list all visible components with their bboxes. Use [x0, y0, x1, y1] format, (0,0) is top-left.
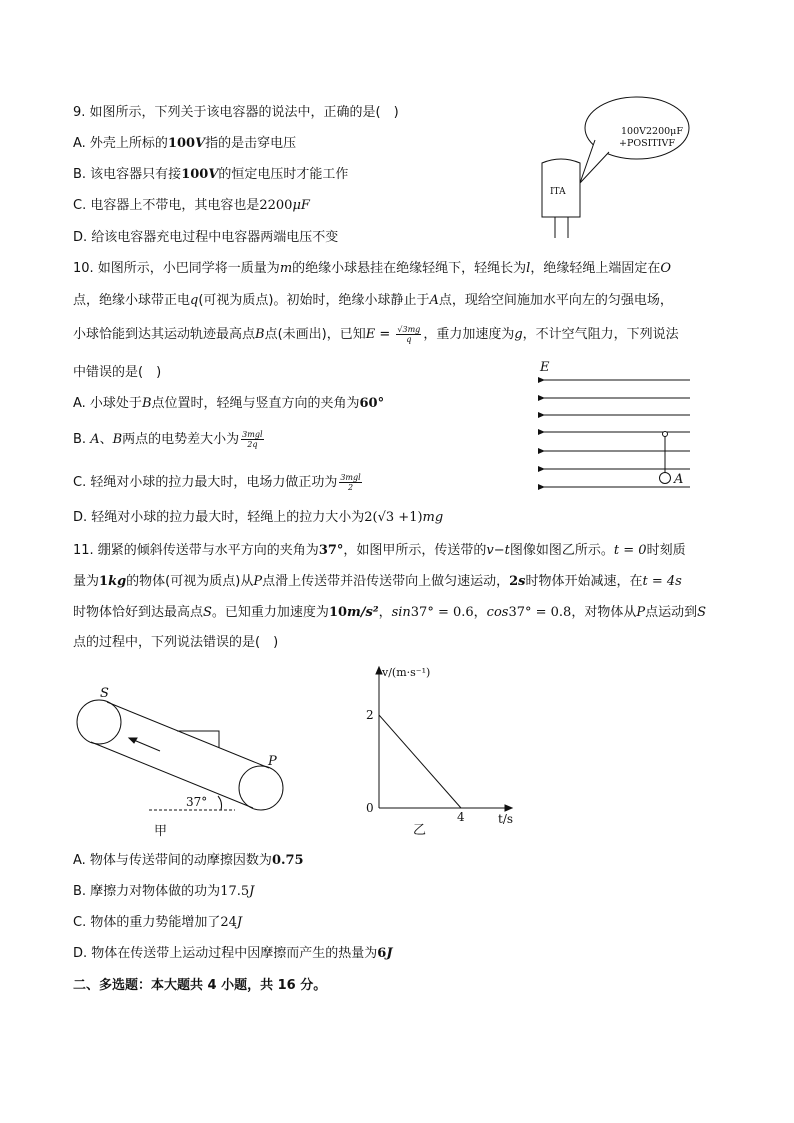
pivot-o	[663, 432, 668, 437]
capacitor-body-label: ITA	[550, 187, 566, 197]
conveyor-figure	[65, 680, 295, 840]
q9-option-c: C. 电容器上不带电，其电容也是2200μF	[73, 198, 310, 213]
x-tick-label: 4	[457, 810, 465, 824]
label-angle: 37°	[186, 795, 208, 809]
roller-p	[239, 766, 283, 810]
roller-s	[77, 700, 121, 744]
capacitor-bubble-text-2: +POSITIVF	[619, 138, 675, 149]
q10-stem-line-2: 点，绝缘小球带正电q(可视为质点)。初始时，绝缘小球静止于A点，现给空间施加水平向左的匀强电场，	[73, 293, 673, 308]
electric-field-figure	[536, 358, 696, 493]
ball-label-a: A	[674, 472, 684, 487]
q11-option-a: A. 物体与传送带间的动摩擦因数为0.75	[73, 853, 304, 868]
q11-option-b: B. 摩擦力对物体做的功为17.5J	[73, 884, 255, 899]
caption-yi: 乙	[413, 823, 427, 838]
q11-option-d: D. 物体在传送带上运动过程中因摩擦而产生的热量为6J	[73, 946, 393, 961]
q11-stem-line-3: 时物体恰好到达最高点S。已知重力加速度为10m/s²，sin37° = 0.6，cos37° = 0.8，对物体从P点运动到S	[73, 605, 707, 620]
angle-arc	[218, 796, 222, 810]
label-s: S	[100, 686, 109, 701]
q10-option-d: D. 轻绳对小球的拉力最大时，轻绳上的拉力大小为2(√3 +1)mg	[73, 510, 444, 525]
q10-stem-line-3: 小球恰能到达其运动轨迹最高点B点(未画出)，已知E = $\frac{√3mg}{q}$ ，重力加速度为g，不计空气阻力，下列说法	[73, 325, 679, 344]
ball-a	[660, 473, 671, 484]
y-axis-label: v/(m·s⁻¹)	[382, 666, 431, 679]
label-p: P	[268, 754, 277, 769]
origin-label: 0	[366, 801, 374, 815]
q9-option-b: B. 该电容器只有接100V的恒定电压时才能工作	[73, 167, 349, 182]
q11-stem-line-2: 量为1kg的物体(可视为质点)从P点滑上传送带并沿传送带向上做匀速运动，2s时物体开始减速，在t = 4s	[73, 574, 682, 589]
section-heading: 二、多选题：本大题共 4 小题，共 16 分。	[73, 978, 327, 993]
q9-stem: 9. 如图所示，下列关于该电容器的说法中，正确的是( )	[73, 105, 399, 120]
q10-option-b: B. A、B两点的电势差大小为 $\frac{\text{3mgl}}{2q}$	[73, 430, 263, 449]
capacitor-bubble-text-1: 100V2200μF	[621, 126, 683, 137]
y-tick-label: 2	[366, 708, 374, 722]
capacitor-figure	[535, 95, 705, 245]
caption-jia: 甲	[154, 824, 168, 839]
vt-graph	[355, 660, 530, 845]
q10-option-a: A. 小球处于B点位置时，轻绳与竖直方向的夹角为60°	[73, 396, 385, 411]
q11-option-c: C. 物体的重力势能增加了24J	[73, 915, 243, 930]
q10-stem-line-1: 10. 如图所示，小巴同学将一质量为m的绝缘小球悬挂在绝缘轻绳下，轻绳长为l，绝缘轻绳上端固定在O	[73, 261, 672, 276]
q11-stem-line-4: 点的过程中，下列说法错误的是( )	[73, 635, 279, 650]
vt-line	[379, 715, 461, 808]
q10-stem-line-4: 中错误的是( )	[73, 365, 162, 380]
q11-stem-line-1: 11. 绷紧的倾斜传送带与水平方向的夹角为37°，如图甲所示，传送带的v−t图像如图乙所示。t = 0时刻质	[73, 543, 686, 558]
q9-option-d: D. 给该电容器充电过程中电容器两端电压不变	[73, 230, 339, 245]
q9-option-a: A. 外壳上所标的100V指的是击穿电压	[73, 136, 297, 151]
x-axis-label: t/s	[498, 812, 514, 826]
field-label-e: E	[540, 360, 550, 375]
q10-option-c: C. 轻绳对小球的拉力最大时，电场力做正功为 $\frac{\text{3mgl}}{2}$	[73, 473, 361, 492]
